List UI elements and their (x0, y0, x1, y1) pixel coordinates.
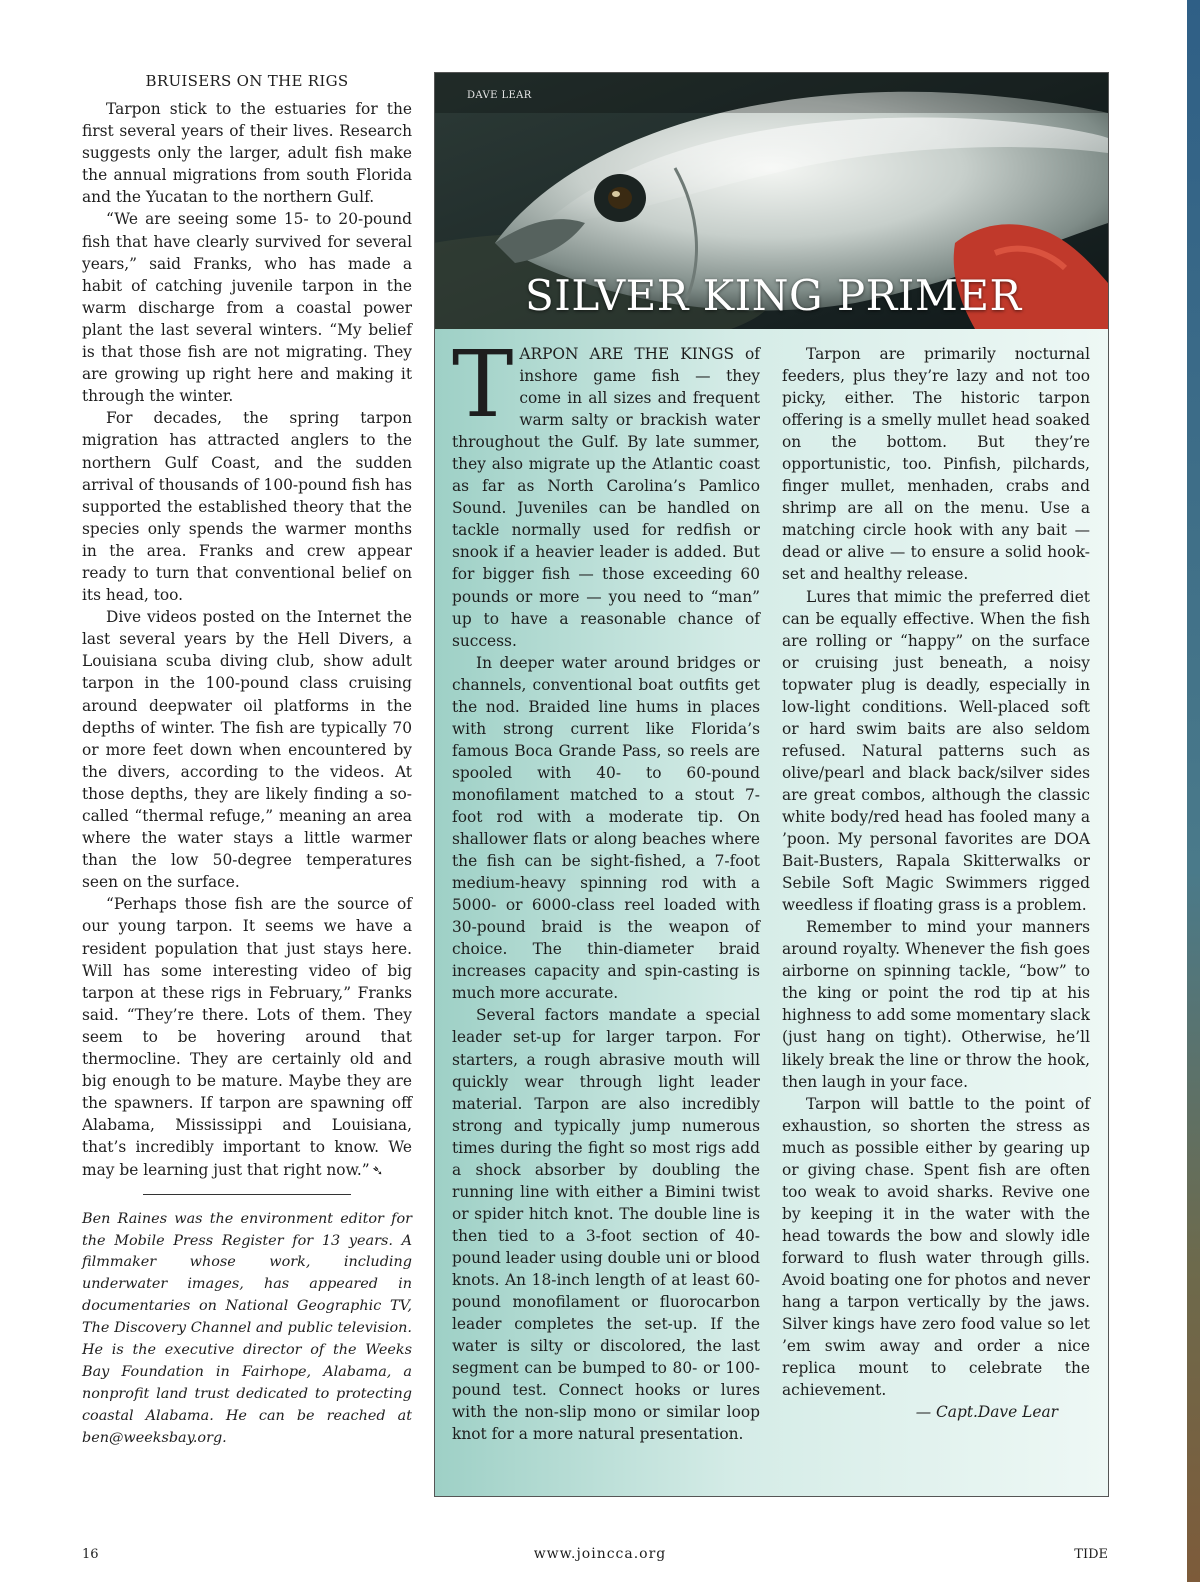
article-column (82, 72, 412, 1450)
magazine-name: TIDE (1074, 1547, 1108, 1562)
sidebar-paragraph (452, 331, 760, 652)
sidebar-paragraph: Tarpon are primarily nocturnal feeders, plus they’re lazy and not too picky, either. The historic tarpon offering is a smelly mullet head soaked on the bottom. But they’re opportunistic, too. Pinfish, pilchards, finger mullet, menhaden, crabs and shrimp are all on the menu. Use a matching circle hook with any bait — dead or alive — to ensure a solid hook-set and healthy release. (782, 345, 1090, 584)
divider-rule (143, 1194, 351, 1195)
sidebar-paragraph: Lures that mimic the preferred diet can be equally effective. When the fish are rolling or “happy” on the surface or cruising just beneath, a noisy topwater plug is deadly, especially in low-light conditions. Well-placed soft or hard swim baits are also seldom refused. Natural patterns such as olive/pearl and black back/silver sides are great combos, although the classic white body/red head has fooled many a ’poon. My personal favorites are DOA Bait-Busters, Rapala Skitterwalks or Sebile Soft Magic Swimmers rigged weedless if floating grass is a problem. (782, 587, 1090, 915)
sidebar-column-2 (782, 343, 1090, 1423)
footer-url: www.joincca.org (533, 1546, 667, 1562)
photo-credit: DAVE LEAR (467, 90, 532, 101)
sidebar-paragraph: Remember to mind your manners around royalty. Whenever the fish goes airborne on spinning tackle, “bow” to the king or point the rod tip at his highness to add some momentary slack (just hang on tight). Otherwise, he’ll likely break the line or throw the hook, then laugh in your face. (782, 918, 1090, 1091)
sidebar-box (434, 72, 1109, 1497)
page-number: 16 (82, 1547, 99, 1562)
sidebar-signoff: — Capt.Dave Lear (915, 1403, 1058, 1422)
page-edge-strip (1187, 0, 1200, 1582)
end-mark-icon: ➴ (371, 1162, 384, 1179)
sidebar-paragraph: Several factors mandate a special leader set-up for larger tarpon. For starters, a rough abrasive mouth will quickly wear through light leader material. Tarpon are also incredibly strong and typically jump numerous times during the fight so most rigs add a shock absorber by doubling the running line with either a Bimini twist or spider hitch knot. The double line is then tied to a 3-foot section of 40-pound leader using double uni or blood knots. An 18-inch length of at least 60-pound monofilament or fluorocarbon leader completes the set-up. If the water is silty or discolored, the last segment can be bumped to 80- or 100-pound test. Connect hooks or lures with the non-slip mono or similar loop knot for a more natural presentation. (452, 1006, 760, 1444)
sidebar-column-1 (452, 331, 760, 1445)
article-paragraph-last (82, 893, 412, 1181)
section-heading: BRUISERS ON THE RIGS (145, 72, 349, 90)
drop-cap: T (452, 331, 514, 438)
sidebar-paragraph: Tarpon will battle to the point of exhaustion, so shorten the stress as much as possible either by gearing up or giving chase. Spent fish are often too weak to avoid sharks. Revive one by keeping it in the water with the head towards the bow and slowly idle forward to flush water through gills. Avoid boating one for photos and never hang a tarpon vertically by the jaws. Silver kings have zero food value so let ’em swim away and order a nice replica mount to celebrate the achievement. (782, 1094, 1090, 1400)
article-paragraph: For decades, the spring tarpon migration has attracted anglers to the northern Gulf Coast, and the sudden arrival of thousands of 100-pound fish has supported the established theory that the species only spends the warmer months in the area. Franks and crew appear ready to turn that conventional belief on its head, too. (82, 409, 412, 605)
sidebar-paragraph-text: ARPON ARE THE KINGS of inshore game fish — they come in all sizes and frequent warm salty or brackish water throughout the Gulf. By late summer, they also migrate up the Atlantic coast as far as North Carolina’s Pamlico Sound. Juveniles can be handled on tackle normally used for redfish or snook if a heavier leader is added. But for bigger fish — those exceeding 60 pounds or more — you need to “man” up to have a reasonable chance of success. (452, 345, 760, 650)
author-bio: Ben Raines was the environment editor for the Mobile Press Register for 13 years. A filmmaker whose work, including underwater images, has appeared in documentaries on National Geographic TV, The Discovery Channel and public television. He is the executive director of the Weeks Bay Foundation in Fairhope, Alabama, a nonprofit land trust dedicated to protecting coastal Alabama. He can be reached at ben@weeksbay.org. (82, 1210, 412, 1446)
article-body (82, 98, 412, 1182)
article-paragraph: “We are seeing some 15- to 20-pound fish that have clearly survived for several years,” said Franks, who has made a habit of catching juvenile tarpon in the warm discharge from a coastal power plant the last several winters. “My belief is that those fish are not migrating. They are growing up right here and making it through the winter. (82, 210, 412, 406)
sidebar-paragraph: In deeper water around bridges or channels, conventional boat outfits get the nod. Braided line hums in places with strong current like Florida’s famous Boca Grande Pass, so reels are spooled with 40- to 60-pound monofilament matched to a stout 7-foot rod with a moderate tip. On shallower flats or along beaches where the fish can be sight-fished, a 7-foot medium-heavy spinning rod with a 5000- or 6000-class reel loaded with 30-pound braid is the weapon of choice. The thin-diameter braid increases capacity and spin-casting is much more accurate. (452, 653, 760, 1003)
tarpon-photo (435, 73, 1108, 329)
article-paragraph: Tarpon stick to the estuaries for the first several years of their lives. Research suggests only the larger, adult fish make the annual migrations from south Florida and the Yucatan to the northern Gulf. (82, 100, 412, 207)
article-paragraph-text: “Perhaps those fish are the source of our young tarpon. It seems we have a resident population that just stays here. Will has some interesting video of big tarpon at these rigs in February,” Franks said. “They’re there. Lots of them. They seem to be hovering around that thermocline. They are certainly old and big enough to be mature. Maybe they are the spawners. If tarpon are spawning off Alabama, Mississippi and Louisiana, that’s incredibly important to know. We may be learning just that right now.” (82, 895, 412, 1179)
sidebar-title: SILVER KING PRIMER (525, 271, 1022, 320)
article-paragraph: Dive videos posted on the Internet the last several years by the Hell Divers, a Louisiana scuba diving club, show adult tarpon in the 100-pound class cruising around deepwater oil platforms in the depths of winter. The fish are typically 70 or more feet down when encountered by the divers, according to the videos. At those depths, they are likely finding a so-called “thermal refuge,” meaning an area where the water stays a little warmer than the low 50-degree temperatures seen on the surface. (82, 608, 412, 892)
